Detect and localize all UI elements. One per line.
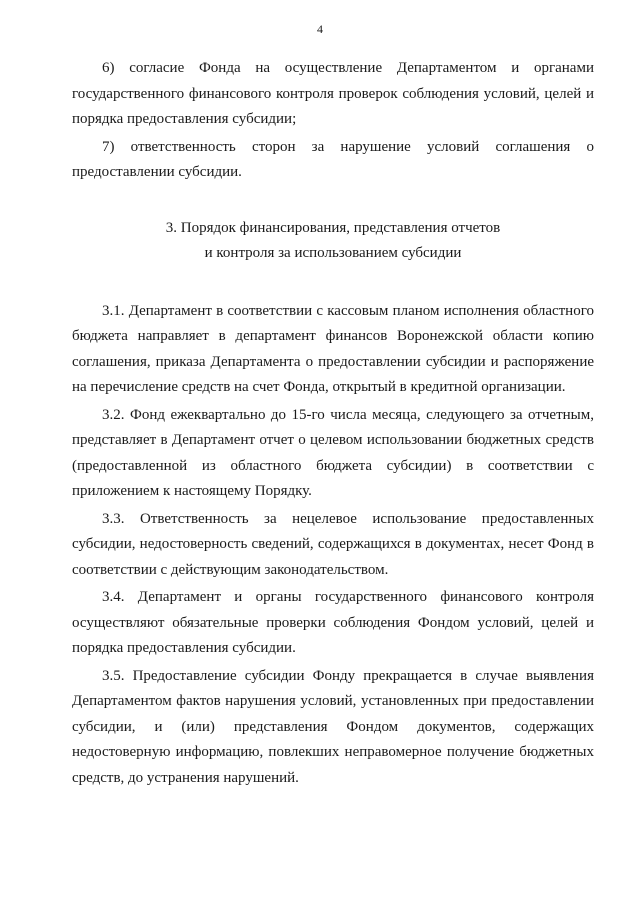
section-heading: [72, 216, 594, 267]
list-item-7: 7) ответственность сторон за нарушение условий соглашения о предоставлении субсидии.: [72, 138, 594, 180]
section-heading-line-1: 3. Порядок финансирования, представления отчетов: [165, 219, 501, 236]
page-number: 4: [317, 22, 323, 36]
paragraph-3-5: 3.5. Предоставление субсидии Фонду прекращается в случае выявления Департаментом фактов нарушения условий, установленных при предоставлении субсидии, и (или) представления Фондом документов, содержащих недостоверную информацию, повлекших неправомерное получение бюджетных средств, до устранения нарушений.: [72, 667, 594, 786]
paragraph-3-1: 3.1. Департамент в соответствии с кассовым планом исполнения областного бюджета направляет в департамент финансов Воронежской области копию соглашения, приказа Департамента о предоставлении субсидии и распоряжение на перечисление средств на счет Фонда, открытый в кредитной организации.: [72, 302, 594, 395]
document-body: [72, 56, 594, 791]
paragraph-3-2: 3.2. Фонд ежеквартально до 15-го числа месяца, следующего за отчетным, представляет в Департамент отчет о целевом использовании бюджетных средств (предоставленной из областного бюджета субсидии) в соответствии с приложением к настоящему Порядку.: [72, 406, 594, 499]
paragraph-3-3: 3.3. Ответственность за нецелевое использование предоставленных субсидии, недостоверность сведений, содержащихся в документах, несет Фонд в соответствии с действующим законодательством.: [72, 510, 594, 578]
section-heading-line-2: и контроля за использованием субсидии: [204, 245, 462, 261]
list-item-6: 6) согласие Фонда на осуществление Департаментом и органами государственного финансового контроля проверок соблюдения условий, целей и порядка предоставления субсидии;: [72, 60, 594, 127]
paragraph-3-4: 3.4. Департамент и органы государственного финансового контроля осуществляют обязательные проверки соблюдения Фондом условий, целей и порядка предоставления субсидии.: [72, 589, 594, 656]
